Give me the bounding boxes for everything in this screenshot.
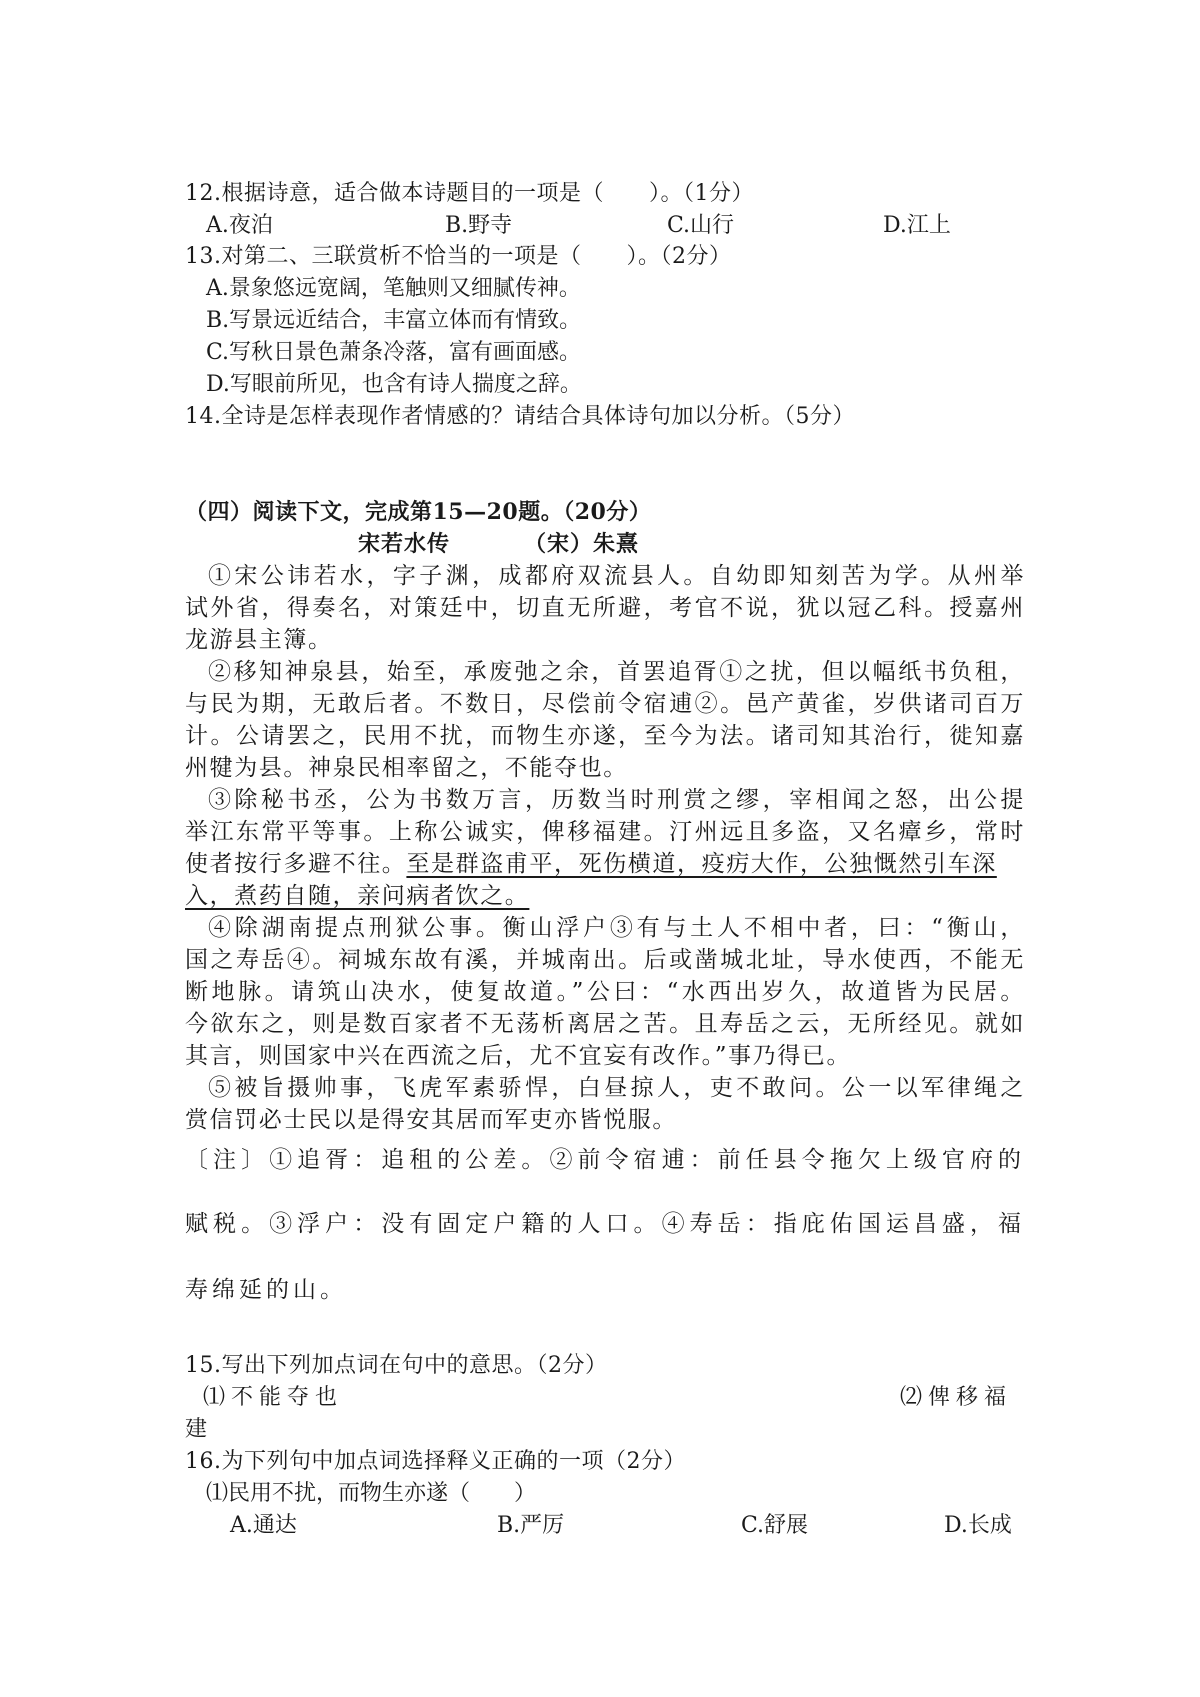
q13-option-a: A.景象悠远宽阔，笔触则又细腻传神。	[206, 276, 581, 301]
p1-line: ①宋公讳若水，字子渊，成都府双流县人。自幼即知刻苦为学。从州举	[208, 563, 1025, 589]
q13-option-d: D.写眼前所见，也含有诗人揣度之辞。	[206, 372, 582, 397]
passage-author: （宋）朱熹	[524, 531, 640, 557]
p5-line: 赏信罚必士民以是得安其居而军吏亦皆悦服。	[185, 1107, 677, 1133]
passage-title: 宋若水传	[358, 531, 451, 557]
p2-line: 与民为期，无敢后者。不数日，尽偿前令宿逋②。邑产黄雀，岁供诸司百万	[185, 691, 1025, 717]
p3-underlined-text: 入，煮药自随，亲问病者饮之。	[185, 883, 530, 909]
p3-line: ③除秘书丞，公为书数万言，历数当时刑赏之缪，宰相闻之怒，出公提	[208, 787, 1025, 813]
q15-item-1: ⑴不能夺也	[203, 1385, 344, 1410]
p3-plain-text: 使者按行多避不往。	[185, 851, 407, 877]
section-heading: （四）阅读下文，完成第15—20题。（20分）	[185, 499, 652, 525]
q15-stem: 15.写出下列加点词在句中的意思。（2分）	[185, 1353, 608, 1378]
q15-item-2-wrap: 建	[185, 1417, 208, 1442]
p4-line: ④除湖南提点刑狱公事。衡山浮户③有与土人不相中者，曰：“衡山，	[208, 915, 1025, 941]
q13-option-b: B.写景远近结合，丰富立体而有情致。	[206, 308, 582, 333]
p1-line: 试外省，得奏名，对策廷中，切直无所避，考官不说，犹以冠乙科。授嘉州	[185, 595, 1025, 621]
q12-option-d: D.江上	[883, 213, 951, 238]
q16-stem: 16.为下列句中加点词选择释义正确的一项（2分）	[185, 1449, 686, 1474]
q13-stem: 13.对第二、三联赏析不恰当的一项是（ ）。（2分）	[185, 244, 732, 269]
p3-line: 举江东常平等事。上称公诚实，俾移福建。汀州远且多盗，又名瘴乡，常时	[185, 819, 1025, 845]
p3-underlined-text: 至是群盗甫平，死伤横道，疫疠大作，公独慨然引车深	[406, 851, 997, 877]
p3-line	[185, 880, 1025, 912]
p5-line: ⑤被旨摄帅事，飞虎军素骄悍，白昼掠人，吏不敢问。公一以军律绳之	[208, 1075, 1025, 1101]
q16-option-b: B.严厉	[497, 1513, 565, 1538]
p2-line: 州犍为县。神泉民相率留之，不能夺也。	[185, 755, 628, 781]
notes-line: 赋税。③浮户：没有固定户籍的人口。④寿岳：指庇佑国运昌盛，福	[185, 1211, 1025, 1237]
q14-stem: 14.全诗是怎样表现作者情感的？请结合具体诗句加以分析。（5分）	[185, 404, 855, 429]
q12-option-c: C.山行	[667, 213, 735, 238]
p1-line: 龙游县主簿。	[185, 627, 333, 653]
q12-stem: 12.根据诗意，适合做本诗题目的一项是（ ）。（1分）	[185, 181, 754, 206]
q16-option-c: C.舒展	[741, 1513, 809, 1538]
p3-line	[185, 848, 1025, 880]
q16-option-a: A.通达	[230, 1513, 297, 1538]
q15-item-2: ⑵俾移福	[900, 1385, 1013, 1410]
q16-option-d: D.长成	[944, 1513, 1012, 1538]
p2-line: 计。公请罢之，民用不扰，而物生亦遂，至今为法。诸司知其治行，徙知嘉	[185, 723, 1025, 749]
q12-option-b: B.野寺	[445, 213, 513, 238]
p4-line: 今欲东之，则是数百家者不无荡析离居之苦。且寿岳之云，无所经见。就如	[185, 1011, 1025, 1037]
q16-sub1: ⑴民用不扰，而物生亦遂（ ）	[206, 1481, 537, 1506]
p4-line: 国之寿岳④。祠城东故有溪，并城南出。后或凿城北址，导水使西，不能无	[185, 947, 1025, 973]
p2-line: ②移知神泉县，始至，承废弛之余，首罢追胥①之扰，但以幅纸书负租，	[208, 659, 1025, 685]
notes-line: 寿绵延的山。	[185, 1277, 347, 1303]
p4-line: 断地脉。请筑山决水，使复故道。”公曰：“水西出岁久，故道皆为民居。	[185, 979, 1025, 1005]
notes-line: 〔注〕①追胥：追租的公差。②前令宿逋：前任县令拖欠上级官府的	[185, 1147, 1025, 1173]
p4-line: 其言，则国家中兴在西流之后，尤不宜妄有改作。”事乃得已。	[185, 1043, 852, 1069]
q12-option-a: A.夜泊	[206, 213, 273, 238]
q13-option-c: C.写秋日景色萧条冷落，富有画面感。	[206, 340, 582, 365]
